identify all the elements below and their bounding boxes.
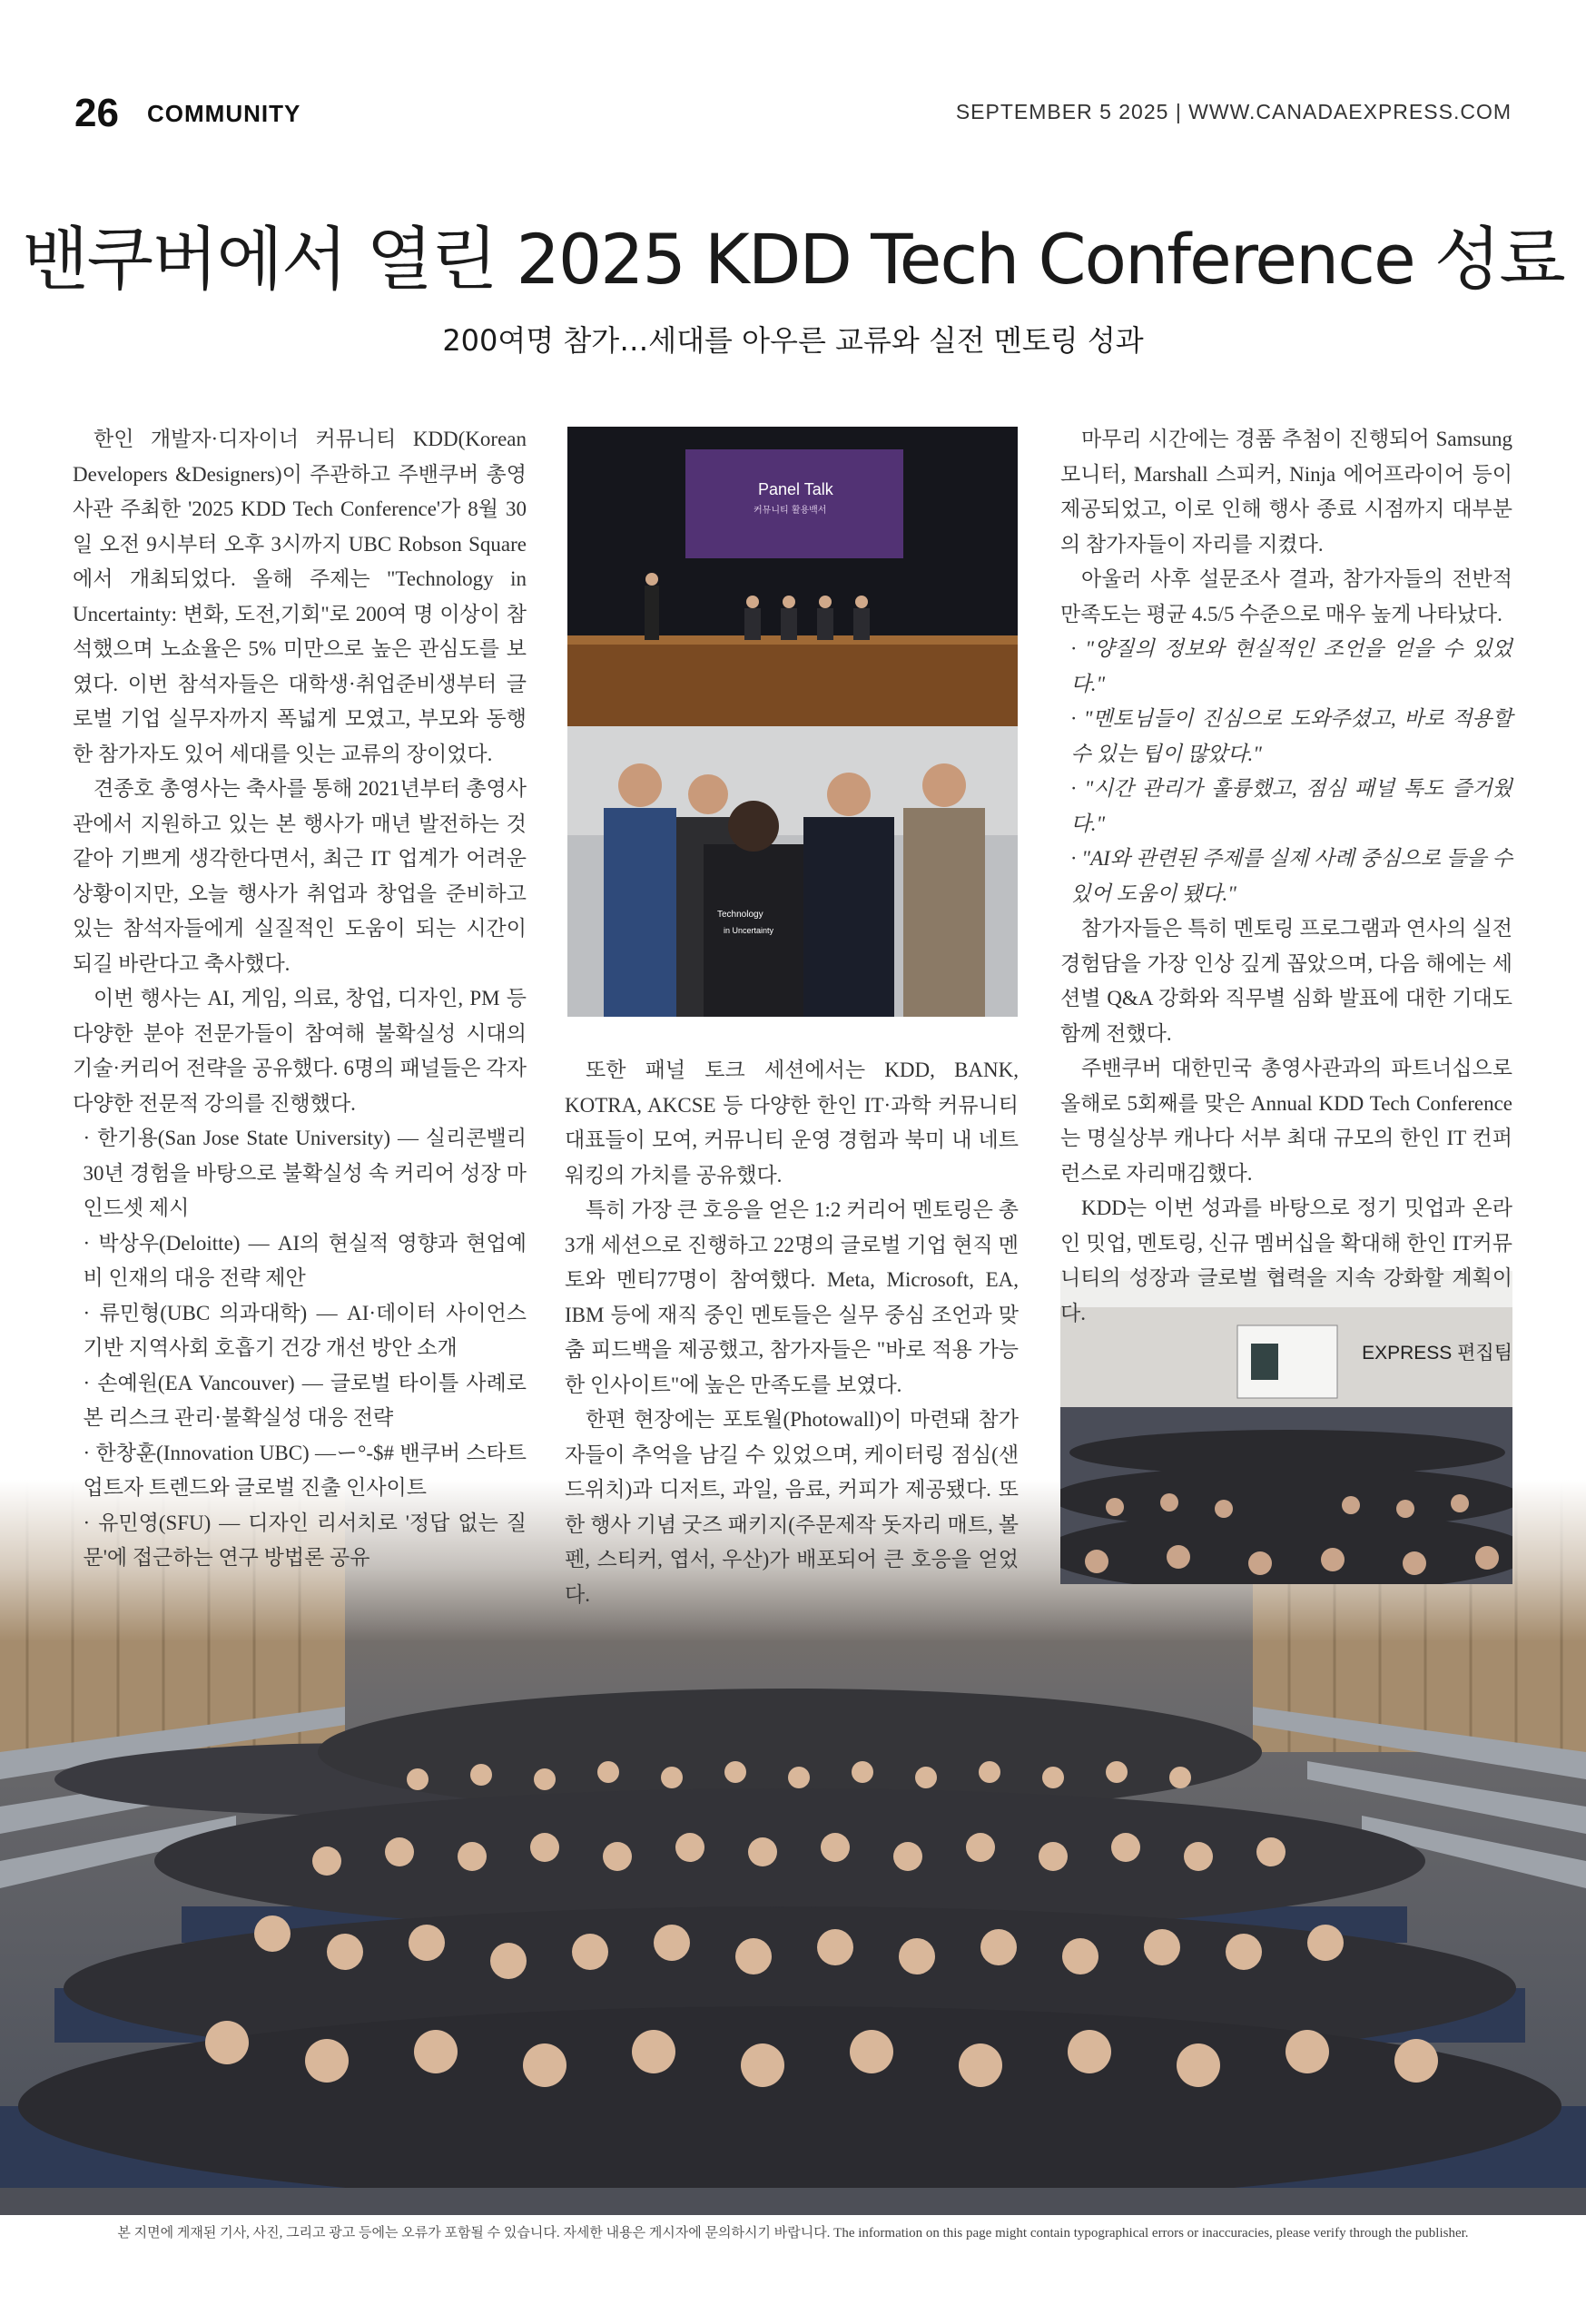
subheadline: 200여명 참가…세대를 아우른 교류와 실전 멘토링 성과 xyxy=(442,323,1144,358)
article-column-3 xyxy=(1060,422,1512,1372)
screen-subtitle: 커뮤니티 활용백서 xyxy=(754,506,827,516)
survey-quote: · "시간 관리가 훌륭했고, 점심 패널 톡도 즐거웠다." xyxy=(1070,777,1512,835)
section-name: COMMUNITY xyxy=(147,100,301,127)
page-header xyxy=(74,91,1512,134)
panelist-item: · 박상우(Deloitte) — AI의 현실적 영향과 현업예비 인재의 대응 전략 제안 xyxy=(83,1231,527,1289)
survey-quote: · "AI와 관련된 주제를 실제 사례 중심으로 들을 수 있어 도움이 됐다." xyxy=(1070,847,1512,905)
paragraph: 특히 가장 큰 호응을 얻은 1:2 커리어 멘토링은 총 3개 세션으로 진행하고 22명의 글로벌 기업 현직 멘토와 멘티77명이 참여했다. Meta, Microsoft, EA, IBM 등에 재직 중인 멘토들은 실무 중심 조언과 맞춤 피드백을 제공했고, 참가자들은 "바로 적용 가능한 인사이트"에 높은 만족도를 보였다. xyxy=(565,1198,1019,1396)
disclaimer-footer: 본 지면에 게재된 기사, 사진, 그리고 광고 등에는 오류가 포함될 수 있습니다. 자세한 내용은 게시자에 문의하시기 바랍니다. The information on this page might contain typographical errors or inaccuracies, please verify through the publisher. xyxy=(117,2226,1469,2240)
panel-talk-photo xyxy=(567,427,1018,1017)
panelist-item: · 한기용(San Jose State University) — 실리콘밸리 30년 경험을 바탕으로 불확실성 속 커리어 성장 마인드셋 제시 xyxy=(83,1127,527,1219)
paragraph: 견종호 총영사는 축사를 통해 2021년부터 총영사관에서 지원하고 있는 본 행사가 매년 발전하는 것 같아 기쁘게 생각한다면서, 최근 IT 업계가 어려운 상황이지만, 오늘 행사가 취업과 창업을 준비하고 있는 참석자들에게 실질적인 도움이 되는 시간이 되길 바란다고 축사했다. xyxy=(73,777,527,975)
screen-title: Panel Talk xyxy=(758,480,833,498)
paragraph: 한편 현장에는 포토월(Photowall)이 마련돼 참가자들이 추억을 남길 수 있었으며, 케이터링 점심(샌드위치)과 디저트, 과일, 음료, 커피가 제공됐다. 또한 행사 기념 굿즈 패키지(주문제작 돗자리 매트, 볼펜, 스티커, 엽서, 우산)가 배포되어 큰 호응을 얻었다. xyxy=(565,1408,1019,1606)
paragraph: 이번 행사는 AI, 게임, 의료, 창업, 디자인, PM 등 다양한 분야 전문가들이 참여해 불확실성 시대의 기술·커리어 전략을 공유했다. 6명의 패널들은 각자 다양한 전문적 강의를 진행했다. xyxy=(73,987,527,1115)
page-number: 26 xyxy=(74,91,119,135)
dateline: SEPTEMBER 5 2025 | WWW.CANADAEXPRESS.COM xyxy=(955,100,1512,123)
survey-quote: · "양질의 정보와 현실적인 조언을 얻을 수 있었다." xyxy=(1070,637,1512,695)
article-column-1 xyxy=(73,422,527,1576)
panelist-item: · 손예원(EA Vancouver) — 글로벌 타이틀 사례로 본 리스크 관리·불확실성 대응 전략 xyxy=(83,1371,527,1429)
article-column-2 xyxy=(565,1053,1019,1612)
shirt-text: in Uncertainty xyxy=(724,926,774,935)
survey-quote: · "멘토님들이 진심으로 도와주셨고, 바로 적용할 수 있는 팁이 많았다." xyxy=(1070,707,1512,765)
paragraph: 한인 개발자·디자이너 커뮤니티 KDD(Korean Developers &Designers)이 주관하고 주밴쿠버 총영사관 주최한 '2025 KDD Tech Conference'가 8월 30일 오전 9시부터 오후 3시까지 UBC Robson Square에서 개최되었다. 올해 주제는 "Technology in Uncertainty: 변화, 도전,기회"로 200여 명 이상이 참석했으며 노쇼율은 5% 미만으로 높은 관심도를 보였다. 이번 참석자들은 대학생·취업준비생부터 글로벌 기업 실무자까지 폭넓게 모였고, 부모와 동행한 참가자도 있어 세대를 잇는 교류의 장이었다. xyxy=(73,428,527,765)
paragraph: 참가자들은 특히 멘토링 프로그램과 연사의 실전 경험담을 가장 인상 깊게 꼽았으며, 다음 해에는 세션별 Q&A 강화와 직무별 심화 발표에 대한 기대도 함께 전했다. xyxy=(1060,917,1512,1045)
paragraph: 아울러 사후 설문조사 결과, 참가자들의 전반적 만족도는 평균 4.5/5 수준으로 매우 높게 나타났다. xyxy=(1060,567,1512,625)
panelist-item: · 류민형(UBC 의과대학) — AI·데이터 사이언스 기반 지역사회 호흡기 건강 개선 방안 소개 xyxy=(83,1301,527,1359)
paragraph: KDD는 이번 성과를 바탕으로 정기 밋업과 온라인 밋업, 멘토링, 신규 멤버십을 확대해 한인 IT커뮤니티의 성장과 글로벌 협력을 지속 강화할 계획이다. xyxy=(1060,1196,1512,1324)
panelist-item: · 유민영(SFU) — 디자인 리서치로 '정답 없는 질문'에 접근하는 연구 방법론 공유 xyxy=(83,1511,527,1569)
shirt-text: Technology xyxy=(717,910,763,920)
paragraph: 마무리 시간에는 경품 추첨이 진행되어 Samsung 모니터, Marshall 스피커, Ninja 에어프라이어 등이 제공되었고, 이로 인해 행사 종료 시점까지 대부분의 참가자들이 자리를 지켰다. xyxy=(1060,428,1512,556)
byline: EXPRESS 편집팀 xyxy=(1362,1343,1512,1364)
paragraph: 주밴쿠버 대한민국 총영사관과의 파트너십으로 올해로 5회째를 맞은 Annual KDD Tech Conference는 명실상부 캐나다 서부 최대 규모의 한인 IT 컨퍼런스로 자리매김했다. xyxy=(1060,1057,1512,1185)
panelist-item: · 한창훈(Innovation UBC) —ー°-$# 밴쿠버 스타트업트자 트렌드와 글로벌 진출 인사이트 xyxy=(83,1441,527,1499)
paragraph: 또한 패널 토크 세션에서는 KDD, BANK, KOTRA, AKCSE 등 다양한 한인 IT·과학 커뮤니티 대표들이 모여, 커뮤니티 운영 경험과 북미 내 네트워킹의 가치를 공유했다. xyxy=(565,1059,1019,1187)
headline: 밴쿠버에서 열린 2025 KDD Tech Conference 성료 xyxy=(22,219,1564,300)
